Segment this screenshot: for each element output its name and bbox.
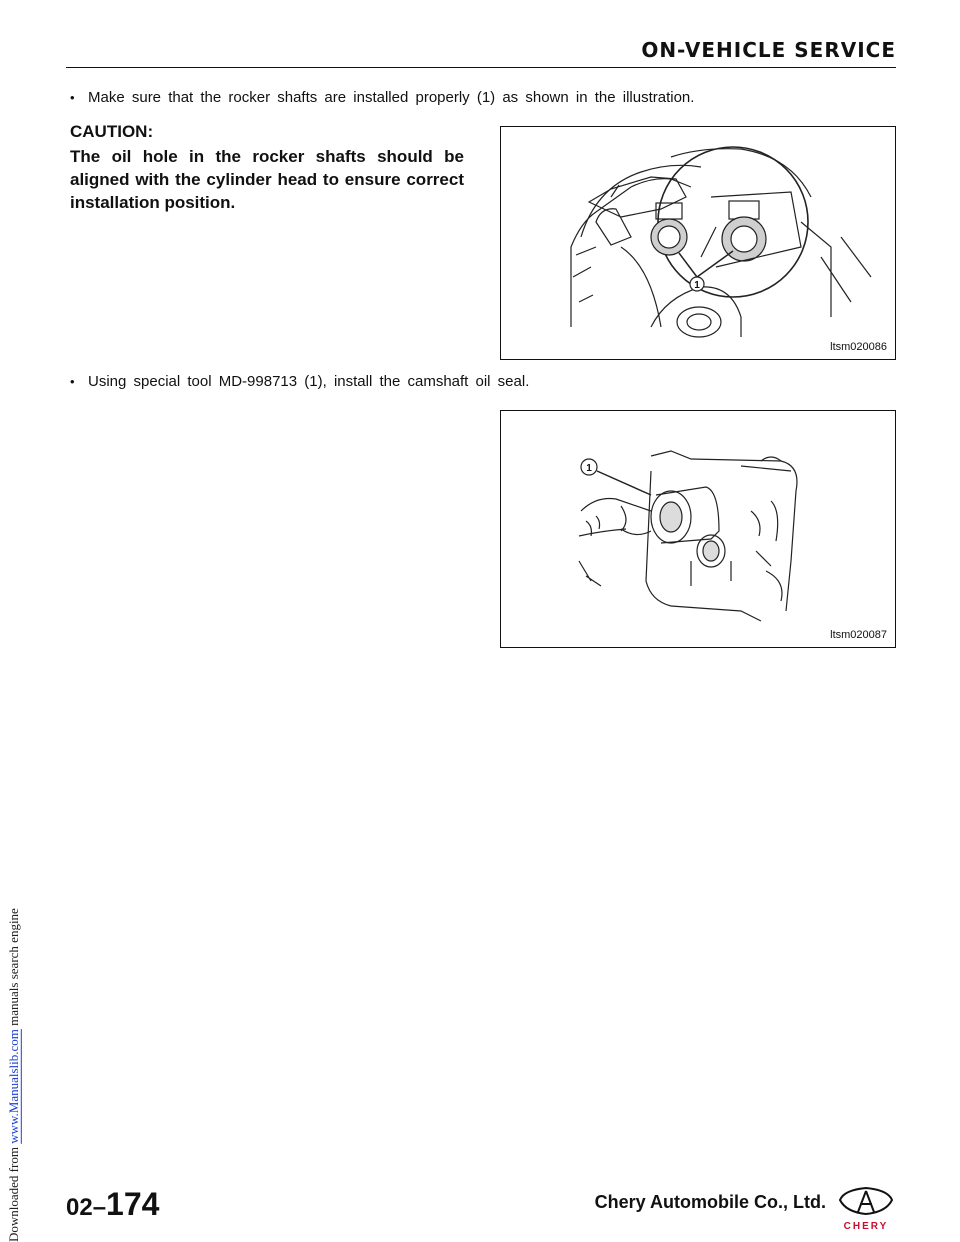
figure-2-callout: 1	[586, 463, 592, 474]
header-divider	[66, 67, 896, 68]
download-watermark	[6, 0, 26, 1242]
manualslib-link[interactable]: www.Manualslib.com	[6, 1029, 21, 1144]
caution-heading: CAUTION:	[70, 122, 154, 141]
page-number	[66, 1186, 159, 1223]
figure-1-id: ltsm020086	[830, 341, 887, 353]
figure-1-callout: 1	[694, 280, 700, 291]
section-title: ON-VEHICLE SERVICE	[641, 38, 896, 62]
bullet-icon: •	[70, 90, 75, 105]
page-number-value: 174	[106, 1186, 160, 1222]
company-name: Chery Automobile Co., Ltd.	[594, 1192, 826, 1212]
chery-logo-icon	[836, 1184, 896, 1220]
bullet-icon: •	[70, 374, 75, 389]
figure-2-id: ltsm020087	[830, 629, 887, 641]
page-prefix: 02–	[66, 1194, 107, 1221]
figure-camshaft-oil-seal	[500, 410, 896, 648]
caution-text: The oil hole in the rocker shafts should be aligned with the cylinder head to ensure correct installation position.	[70, 147, 464, 212]
logo-wordmark: CHERY	[843, 1221, 889, 1232]
step-1-text: Make sure that the rocker shafts are installed properly (1) as shown in the illustration.	[88, 89, 695, 106]
step-1	[70, 89, 694, 106]
watermark-prefix: Downloaded from	[6, 1147, 21, 1242]
step-2	[70, 373, 529, 390]
watermark-suffix: manuals search engine	[6, 908, 21, 1026]
figure-rocker-shafts	[500, 126, 896, 360]
rocker-shaft-illustration-icon	[501, 127, 895, 359]
step-2-text: Using special tool MD-998713 (1), install the camshaft oil seal.	[88, 373, 530, 390]
camshaft-oil-seal-illustration-icon	[501, 411, 895, 647]
chery-logo	[836, 1184, 896, 1232]
